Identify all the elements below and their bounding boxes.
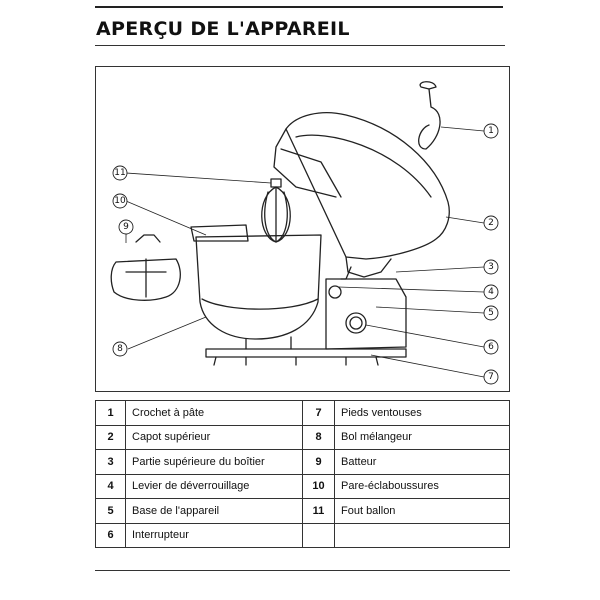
part-label: Crochet à pâte: [126, 401, 303, 426]
part-label: [335, 523, 510, 548]
part-number: 1: [96, 401, 126, 426]
part-number: 3: [96, 450, 126, 475]
appliance-figure: [95, 66, 510, 392]
table-row: [96, 499, 510, 524]
part-number: 8: [303, 425, 335, 450]
part-label: Batteur: [335, 450, 510, 475]
part-label: Interrupteur: [126, 523, 303, 548]
beater-frame: [126, 259, 166, 297]
callout-7-label: 7: [488, 372, 494, 382]
splash-guard: [191, 225, 248, 241]
dough-hook-cap: [420, 82, 436, 89]
table-row: [96, 474, 510, 499]
title-underline: [95, 45, 505, 46]
table-row: [96, 401, 510, 426]
callout-4-label: 4: [488, 287, 494, 297]
nose-detail: [281, 149, 341, 197]
cover-contour: [296, 135, 431, 197]
callout-10-label: 10: [114, 196, 126, 206]
callout-6-label: 6: [488, 342, 494, 352]
top-rule: [95, 6, 503, 8]
part-label: Capot supérieur: [126, 425, 303, 450]
suction-feet: [214, 357, 378, 365]
control-knob-inner: [350, 317, 362, 329]
mixer-base: [326, 279, 406, 349]
part-number: 2: [96, 425, 126, 450]
whisk-wires: [265, 187, 288, 242]
part-number: 11: [303, 499, 335, 524]
part-label: Partie supérieure du boîtier: [126, 450, 303, 475]
part-label: Levier de déverrouillage: [126, 474, 303, 499]
parts-legend-table: [95, 400, 510, 548]
bottom-rule: [95, 570, 510, 571]
bowl-rim-line: [202, 299, 318, 309]
callout-3-label: 3: [488, 262, 494, 272]
part-number: 5: [96, 499, 126, 524]
stand-mixer-illustration: [96, 67, 511, 393]
callout-2-label: 2: [488, 218, 494, 228]
mixing-bowl: [196, 235, 321, 339]
part-label: Bol mélangeur: [335, 425, 510, 450]
part-label: Fout ballon: [335, 499, 510, 524]
callout-11-label: 11: [114, 168, 126, 178]
table-row: [96, 450, 510, 475]
part-number: 10: [303, 474, 335, 499]
part-number: [303, 523, 335, 548]
part-number: 9: [303, 450, 335, 475]
callout-5-label: 5: [488, 308, 494, 318]
control-knob: [346, 313, 366, 333]
unlock-button: [329, 286, 341, 298]
part-label: Base de l'appareil: [126, 499, 303, 524]
part-number: 6: [96, 523, 126, 548]
part-label: Pare-éclaboussures: [335, 474, 510, 499]
whisk-shaft: [271, 179, 281, 187]
part-label: Pieds ventouses: [335, 401, 510, 426]
part-number: 7: [303, 401, 335, 426]
table-row: [96, 523, 510, 548]
page-title: APERÇU DE L'APPAREIL: [96, 18, 350, 40]
mixer-nose: [274, 129, 336, 197]
callout-9-label: 9: [123, 222, 129, 232]
table-row: [96, 425, 510, 450]
callout-8-label: 8: [117, 344, 123, 354]
beater-cap: [136, 235, 160, 242]
housing-top: [346, 257, 391, 277]
dough-hook: [419, 89, 440, 149]
part-number: 4: [96, 474, 126, 499]
callout-1-label: 1: [488, 126, 494, 136]
